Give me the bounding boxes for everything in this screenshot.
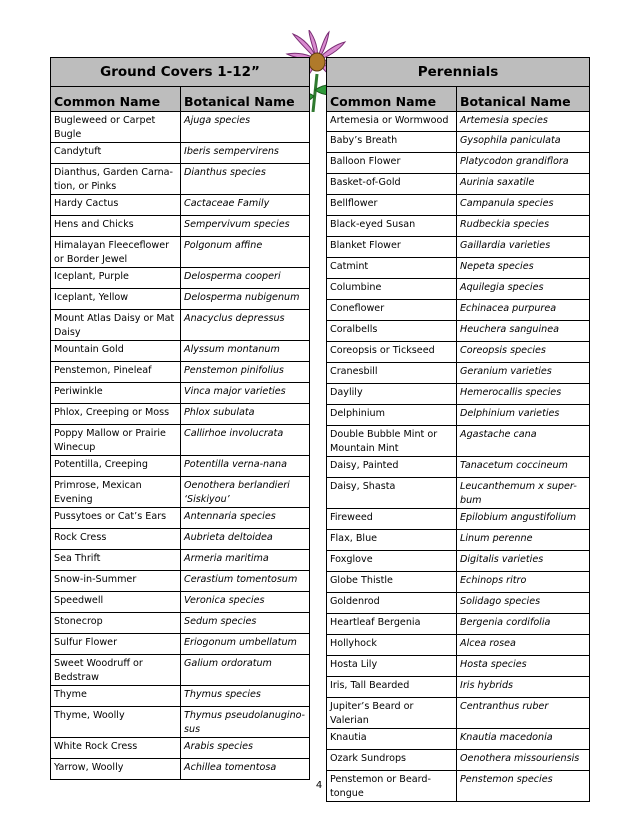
botanical-name-cell: Penstemon pinifolius [181,362,310,383]
common-name-cell: White Rock Cress [51,738,181,759]
table-row [51,195,310,216]
botanical-name-cell: Iris hybrids [457,677,590,698]
botanical-name-cell: Callirhoe involucrata [181,425,310,456]
common-name-cell: Mount Atlas Daisy or Mat Daisy [51,310,181,341]
table-row [51,738,310,759]
botanical-name-cell: Thymus pseudolanugino-sus [181,707,310,738]
table-row [327,405,590,426]
common-name-cell: Delphinium [327,405,457,426]
common-name-cell: Sea Thrift [51,550,181,571]
botanical-name-cell: Phlox subulata [181,404,310,425]
table-row [51,404,310,425]
table-row [51,268,310,289]
common-name-cell: Jupiter’s Beard or Valerian [327,698,457,729]
table-row [51,759,310,780]
table-row [51,529,310,550]
table-row [51,383,310,404]
common-name-cell: Catmint [327,258,457,279]
botanical-name-cell: Knautia macedonia [457,729,590,750]
botanical-name-cell: Artemesia species [457,112,590,132]
botanical-name-cell: Epilobium angustifolium [457,509,590,530]
table-row [327,457,590,478]
common-name-cell: Himalayan Fleeceflower or Border Jewel [51,237,181,268]
common-name-cell: Snow-in-Summer [51,571,181,592]
table-row [327,509,590,530]
common-name-cell: Columbine [327,279,457,300]
botanical-name-cell: Galium ordoratum [181,655,310,686]
table-title-row [327,58,590,87]
botanical-name-cell: Geranium varieties [457,363,590,384]
common-name-cell: Hosta Lily [327,656,457,677]
common-name-cell: Hollyhock [327,635,457,656]
common-name-cell: Globe Thistle [327,572,457,593]
table-row [327,750,590,771]
botanical-name-cell: Potentilla verna-nana [181,456,310,477]
botanical-name-cell: Echinops ritro [457,572,590,593]
common-name-header: Common Name [51,87,181,112]
table-row [327,112,590,132]
common-name-cell: Heartleaf Bergenia [327,614,457,635]
table-row [327,216,590,237]
botanical-name-cell: Penstemon species [457,771,590,802]
ground-covers-table-body [51,58,310,780]
common-name-cell: Sweet Woodruff or Bedstraw [51,655,181,686]
botanical-name-cell: Aubrieta deltoidea [181,529,310,550]
table-row [51,143,310,164]
common-name-cell: Dianthus, Garden Carna-tion, or Pinks [51,164,181,195]
table-row [327,342,590,363]
table-row [51,216,310,237]
table-row [51,508,310,529]
table-title: Perennials [327,58,590,87]
botanical-name-cell: Delphinium varieties [457,405,590,426]
botanical-name-cell: Digitalis varieties [457,551,590,572]
common-name-cell: Coreopsis or Tickseed [327,342,457,363]
common-name-cell: Daisy, Painted [327,457,457,478]
table-title-row [51,58,310,87]
page-number: 4 [315,780,323,791]
botanical-name-cell: Bergenia cordifolia [457,614,590,635]
common-name-cell: Iris, Tall Bearded [327,677,457,698]
common-name-cell: Basket-of-Gold [327,174,457,195]
table-row [51,477,310,508]
common-name-cell: Penstemon or Beard-tongue [327,771,457,802]
table-row [327,551,590,572]
table-title: Ground Covers 1-12” [51,58,310,87]
common-name-cell: Daisy, Shasta [327,478,457,509]
table-row [51,112,310,143]
botanical-name-cell: Echinacea purpurea [457,300,590,321]
botanical-name-cell: Thymus species [181,686,310,707]
common-name-cell: Stonecrop [51,613,181,634]
botanical-name-cell: Achillea tomentosa [181,759,310,780]
table-row [51,707,310,738]
ground-covers-table [50,57,310,780]
botanical-name-header: Botanical Name [457,87,590,112]
table-row [51,341,310,362]
common-name-cell: Thyme [51,686,181,707]
table-row [327,656,590,677]
table-row [327,426,590,457]
table-row [327,195,590,216]
botanical-name-cell: Vinca major varieties [181,383,310,404]
botanical-name-cell: Delosperma cooperi [181,268,310,289]
common-name-cell: Sulfur Flower [51,634,181,655]
common-name-cell: Black-eyed Susan [327,216,457,237]
botanical-name-cell: Polgonum affine [181,237,310,268]
common-name-cell: Cranesbill [327,363,457,384]
botanical-name-cell: Cactaceae Family [181,195,310,216]
common-name-cell: Iceplant, Yellow [51,289,181,310]
botanical-name-cell: Veronica species [181,592,310,613]
table-row [327,478,590,509]
table-row [327,614,590,635]
common-name-cell: Bugleweed or Carpet Bugle [51,112,181,143]
common-name-cell: Coneflower [327,300,457,321]
table-row [327,132,590,153]
table-row [327,321,590,342]
column-header-row [51,87,310,112]
common-name-cell: Poppy Mallow or Prairie Winecup [51,425,181,456]
table-row [327,153,590,174]
table-row [51,456,310,477]
botanical-name-cell: Sedum species [181,613,310,634]
botanical-name-cell: Eriogonum umbellatum [181,634,310,655]
common-name-cell: Pussytoes or Cat’s Ears [51,508,181,529]
botanical-name-cell: Platycodon grandiflora [457,153,590,174]
botanical-name-cell: Aurinia saxatile [457,174,590,195]
common-name-cell: Artemesia or Wormwood [327,112,457,132]
botanical-name-cell: Dianthus species [181,164,310,195]
common-name-cell: Hardy Cactus [51,195,181,216]
botanical-name-cell: Nepeta species [457,258,590,279]
botanical-name-cell: Tanacetum coccineum [457,457,590,478]
common-name-cell: Periwinkle [51,383,181,404]
column-header-row [327,87,590,112]
table-row [327,593,590,614]
common-name-cell: Baby’s Breath [327,132,457,153]
table-row [327,677,590,698]
table-row [327,384,590,405]
common-name-cell: Blanket Flower [327,237,457,258]
common-name-cell: Rock Cress [51,529,181,550]
table-row [51,164,310,195]
table-row [51,592,310,613]
common-name-cell: Bellflower [327,195,457,216]
common-name-cell: Coralbells [327,321,457,342]
table-row [327,698,590,729]
botanical-name-cell: Agastache cana [457,426,590,457]
botanical-name-cell: Gysophila paniculata [457,132,590,153]
botanical-name-cell: Alyssum montanum [181,341,310,362]
table-row [51,550,310,571]
table-row [51,655,310,686]
common-name-cell: Iceplant, Purple [51,268,181,289]
botanical-name-cell: Solidago species [457,593,590,614]
table-row [327,729,590,750]
botanical-name-cell: Sempervivum species [181,216,310,237]
common-name-cell: Yarrow, Woolly [51,759,181,780]
table-row [327,258,590,279]
common-name-cell: Fireweed [327,509,457,530]
common-name-cell: Penstemon, Pineleaf [51,362,181,383]
common-name-cell: Primrose, Mexican Evening [51,477,181,508]
botanical-name-cell: Campanula species [457,195,590,216]
table-row [327,530,590,551]
table-row [327,237,590,258]
table-row [327,363,590,384]
common-name-cell: Hens and Chicks [51,216,181,237]
common-name-cell: Candytuft [51,143,181,164]
botanical-name-cell: Hosta species [457,656,590,677]
table-row [327,279,590,300]
table-row [51,237,310,268]
table-row [327,174,590,195]
botanical-name-cell: Cerastium tomentosum [181,571,310,592]
table-row [327,300,590,321]
common-name-cell: Goldenrod [327,593,457,614]
botanical-name-cell: Oenothera berlandieri ‘Siskiyou’ [181,477,310,508]
perennials-table [326,57,590,802]
botanical-name-cell: Oenothera missouriensis [457,750,590,771]
common-name-cell: Knautia [327,729,457,750]
common-name-cell: Phlox, Creeping or Moss [51,404,181,425]
common-name-cell: Ozark Sundrops [327,750,457,771]
botanical-name-cell: Alcea rosea [457,635,590,656]
botanical-name-cell: Hemerocallis species [457,384,590,405]
common-name-cell: Potentilla, Creeping [51,456,181,477]
botanical-name-cell: Rudbeckia species [457,216,590,237]
botanical-name-cell: Ajuga species [181,112,310,143]
botanical-name-cell: Delosperma nubigenum [181,289,310,310]
table-row [51,571,310,592]
common-name-cell: Thyme, Woolly [51,707,181,738]
table-row [51,425,310,456]
common-name-header: Common Name [327,87,457,112]
botanical-name-cell: Antennaria species [181,508,310,529]
common-name-cell: Flax, Blue [327,530,457,551]
botanical-name-cell: Linum perenne [457,530,590,551]
botanical-name-cell: Gaillardia varieties [457,237,590,258]
botanical-name-cell: Iberis sempervirens [181,143,310,164]
common-name-cell: Speedwell [51,592,181,613]
common-name-cell: Mountain Gold [51,341,181,362]
table-row [51,289,310,310]
table-row [51,634,310,655]
common-name-cell: Foxglove [327,551,457,572]
table-row [327,635,590,656]
table-row [51,686,310,707]
botanical-name-cell: Leucanthemum x super-bum [457,478,590,509]
botanical-name-cell: Aquilegia species [457,279,590,300]
botanical-name-cell: Centranthus ruber [457,698,590,729]
botanical-name-cell: Anacyclus depressus [181,310,310,341]
botanical-name-cell: Coreopsis species [457,342,590,363]
table-row [51,613,310,634]
table-row [51,310,310,341]
botanical-name-cell: Arabis species [181,738,310,759]
botanical-name-header: Botanical Name [181,87,310,112]
botanical-name-cell: Armeria maritima [181,550,310,571]
common-name-cell: Balloon Flower [327,153,457,174]
table-row [327,572,590,593]
botanical-name-cell: Heuchera sanguinea [457,321,590,342]
table-row [51,362,310,383]
common-name-cell: Double Bubble Mint or Mountain Mint [327,426,457,457]
common-name-cell: Daylily [327,384,457,405]
perennials-table-body [327,58,590,802]
